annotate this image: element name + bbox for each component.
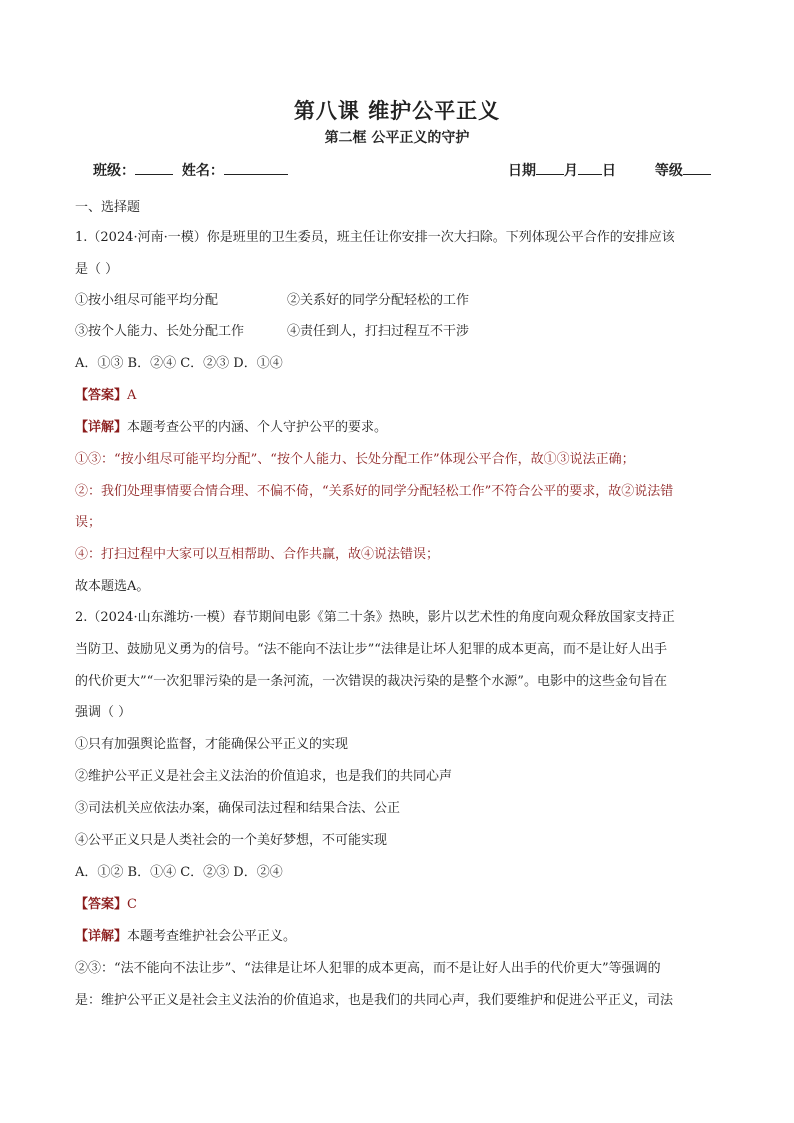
grade-label: 等级 (654, 163, 683, 179)
q1-option-3: ③按个人能力、长处分配工作 (75, 324, 245, 339)
month-label: 月 (564, 163, 578, 179)
answer-label: 【答案】 (75, 897, 128, 912)
grade-blank[interactable] (683, 160, 711, 175)
q1-option-1: ①按小组尽可能平均分配 (75, 293, 219, 308)
q1-option-2: ②关系好的同学分配轻松的工作 (287, 293, 470, 308)
detail-text: 本题考查公平的内涵、个人守护公平的要求。 (127, 420, 388, 435)
q2-explanation-1-line1: ②③：“法不能向不法让步”、“法律是让坏人犯罪的成本更高，而不是让好人出手的代价更大”等强调的 (75, 961, 661, 976)
detail-label: 【详解】 (75, 929, 128, 944)
q1-conclusion: 故本题选A。 (75, 579, 150, 594)
q1-answer (75, 388, 136, 404)
q2-stem-line4: 强调（ ） (75, 705, 132, 720)
q1-detail (75, 420, 387, 436)
day-blank[interactable] (578, 160, 602, 175)
answer-label: 【答案】 (75, 388, 128, 403)
q1-explanation-2-line2: 误； (75, 515, 102, 530)
q2-option-2: ②维护公平正义是社会主义法治的价值追求，也是我们的共同心声 (75, 769, 453, 784)
detail-label: 【详解】 (75, 420, 128, 435)
page-subtitle: 第二框 公平正义的守护 (324, 130, 470, 146)
month-blank[interactable] (536, 160, 564, 175)
date-label: 日期 (508, 163, 536, 179)
section-heading: 一、选择题 (75, 200, 141, 215)
q1-choices: A．①③ B．②④ C．②③ D．①④ (75, 356, 283, 371)
q1-explanation-3: ④：打扫过程中大家可以互相帮助、合作共赢，故④说法错误； (75, 547, 440, 562)
q2-stem-line1: 2.（2024·山东潍坊·一模）春节期间电影《第二十条》热映，影片以艺术性的角度向观众释放国家支持正 (75, 610, 675, 625)
page-title: 第八课 维护公平正义 (293, 98, 501, 123)
name-label: 姓名： (181, 163, 224, 179)
q2-stem-line2: 当防卫、鼓励见义勇为的信号。“法不能向不法让步”“法律是让坏人犯罪的成本更高，而不是让好人出手 (75, 642, 667, 657)
q1-stem-line2: 是（ ） (75, 262, 119, 277)
answer-value: C (127, 897, 137, 912)
answer-value: A (127, 388, 137, 403)
q2-stem-line3: 的代价更大”“一次犯罪污染的是一条河流，一次错误的裁决污染的是整个水源”。电影中的这些金句旨在 (75, 674, 667, 689)
day-label: 日 (602, 163, 616, 179)
class-blank[interactable] (135, 160, 173, 175)
student-info (93, 160, 288, 180)
detail-text: 本题考查维护社会公平正义。 (127, 929, 297, 944)
q2-choices: A．①② B．①④ C．②③ D．②④ (75, 865, 283, 880)
q2-option-3: ③司法机关应依法办案，确保司法过程和结果合法、公正 (75, 801, 401, 816)
q2-option-4: ④公平正义只是人类社会的一个美好梦想，不可能实现 (75, 833, 388, 848)
name-blank[interactable] (224, 160, 288, 175)
q2-explanation-1-line2: 是：维护公平正义是社会主义法治的价值追求，也是我们的共同心声，我们要维护和促进公平正义，司法 (75, 993, 674, 1008)
q2-answer (75, 897, 137, 913)
date-grade-info (508, 160, 711, 180)
q2-option-1: ①只有加强舆论监督，才能确保公平正义的实现 (75, 737, 349, 752)
q2-detail (75, 929, 296, 945)
q1-option-4: ④责任到人，打扫过程互不干涉 (287, 324, 470, 339)
q1-stem-line1: 1.（2024·河南·一模）你是班里的卫生委员，班主任让你安排一次大扫除。下列体现公平合作的安排应该 (75, 230, 675, 245)
class-label: 班级： (93, 163, 135, 179)
q1-explanation-1: ①③：“按小组尽可能平均分配”、“按个人能力、长处分配工作”体现公平合作，故①③说法正确； (75, 452, 635, 467)
q1-explanation-2-line1: ②：我们处理事情要合情合理、不偏不倚，“关系好的同学分配轻松工作”不符合公平的要求，故②说法错 (75, 484, 674, 499)
